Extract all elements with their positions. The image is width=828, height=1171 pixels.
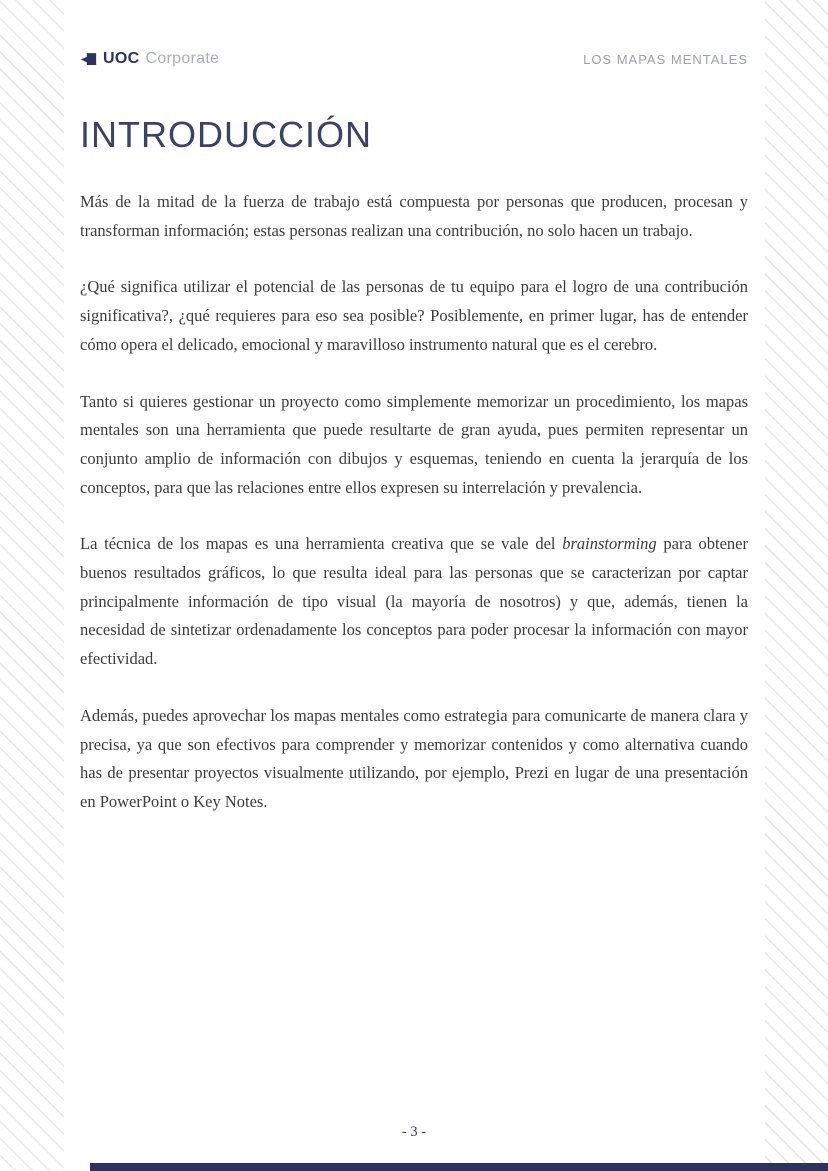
page-sheet xyxy=(64,0,765,1171)
text-run: Más de la mitad de la fuerza de trabajo está compuesta por personas que producen, procesan y transforman información; estas personas realizan una contribución, no solo hacen un trabajo. xyxy=(80,192,748,240)
paragraph xyxy=(80,530,748,674)
text-run: ¿Qué significa utilizar el potencial de las personas de tu equipo para el logro de una contribución significativa?, ¿qué requieres para eso sea posible? Posiblemente, en primer lugar, has de entender cómo opera el delicado, emocional y maravilloso instrumento natural que es el cerebro. xyxy=(80,277,748,354)
text-run: Tanto si quieres gestionar un proyecto como simplemente memorizar un procedimiento, los mapas mentales son una herramienta que puede resultarte de gran ayuda, pues permiten representar un conjunto amplio de información con dibujos y esquemas, teniendo en cuenta la jerarquía de los conceptos, para que las relaciones entre ellos expresen su interrelación y prevalencia. xyxy=(80,391,748,497)
text-run: para obtener buenos resultados gráficos, lo que resulta ideal para las personas que se caracterizan por captar principalmente información de tipo visual (la mayoría de nosotros) y que, además, tienen la necesidad de sintetizar ordenadamente los conceptos para poder procesar la información con mayor efectividad. xyxy=(80,534,748,669)
italic-term: brainstorming xyxy=(562,534,657,554)
page-footer xyxy=(0,1124,828,1141)
text-run: La técnica de los mapas es una herramienta creativa que se vale del xyxy=(80,534,563,554)
brand xyxy=(80,50,219,68)
page-header xyxy=(80,50,748,68)
brand-name: UOC xyxy=(103,50,140,67)
paragraph xyxy=(80,273,748,359)
uoc-logo-icon xyxy=(80,52,97,67)
brand-suffix: Corporate xyxy=(145,50,220,67)
paragraph xyxy=(80,702,748,817)
running-title: LOS MAPAS MENTALES xyxy=(583,51,748,67)
paragraph xyxy=(80,388,748,503)
body-text xyxy=(80,188,748,817)
page-number: - 3 - xyxy=(401,1124,427,1140)
bottom-accent-bar xyxy=(90,1163,828,1171)
page-title: INTRODUCCIÓN xyxy=(80,114,372,155)
text-run: Además, puedes aprovechar los mapas mentales como estrategia para comunicarte de manera clara y precisa, ya que son efectivos para comprender y memorizar contenidos y como alternativa cuando has de presentar proyectos visualmente utilizando, por ejemplo, Prezi en lugar de una presentación en PowerPoint o Key Notes. xyxy=(80,705,748,811)
paragraph xyxy=(80,188,748,245)
